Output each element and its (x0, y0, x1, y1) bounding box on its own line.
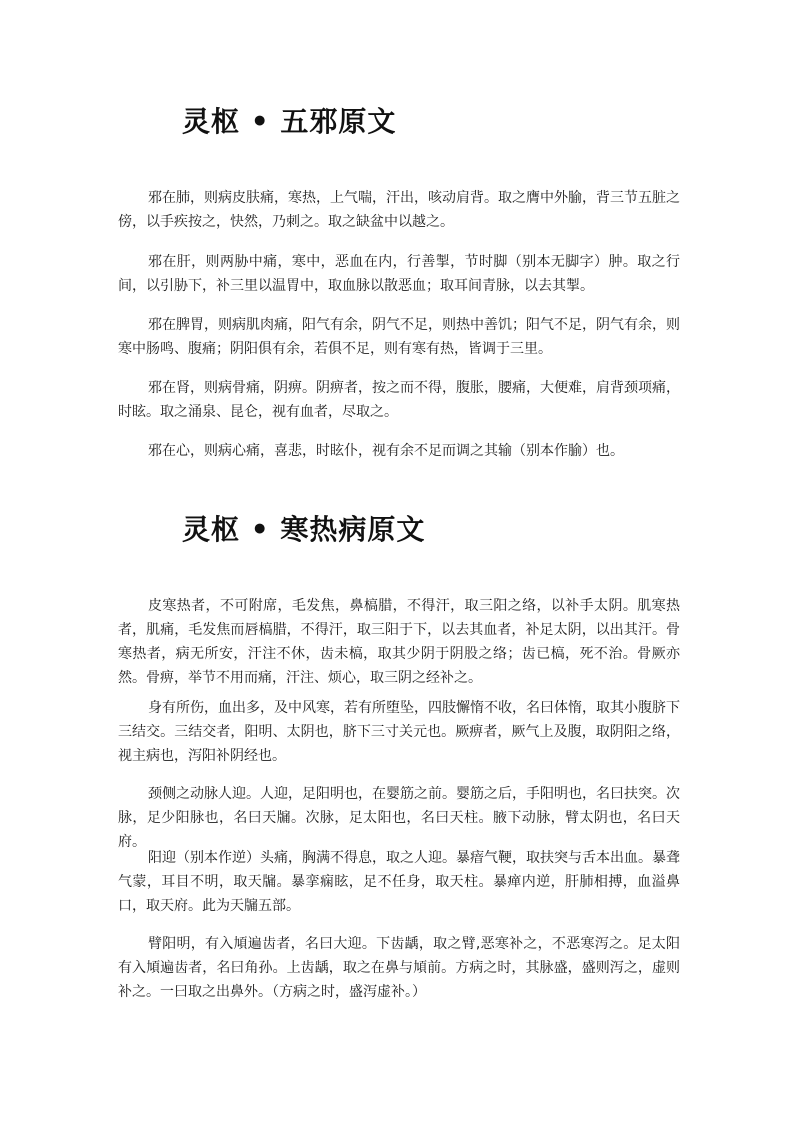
paragraph-heart: 邪在心，则病心痛，喜悲，时眩仆，视有余不足而调之其输（别本作腧）也。 (148, 443, 624, 459)
paragraph-neck-pulse: 颈侧之动脉人迎。人迎，足阳明也，在婴筋之前。婴筋之后，手阳明也，名曰扶突。次脉，足少阳脉也，名曰天牖。次脉，足太阳也，名曰天柱。腋下动脉，臂太阴也，名曰天府。 (118, 786, 680, 850)
section-title-hanrebing: 灵枢 • 寒热病原文 (182, 513, 426, 546)
paragraph-yang-headache: 阳迎（别本作逆）头痛，胸满不得息，取之人迎。暴瘖气鞕，取扶突与舌本出血。暴聋气蒙，耳目不明，取天牖。暴挛痫眩，足不任身，取天柱。暴瘅内逆，肝肺相搏，血溢鼻口，取天府。此为天牖五部。 (118, 850, 680, 914)
paragraph-arm-yangming: 臂阳明，有入頄遍齿者，名曰大迎。下齿龋，取之臂,恶寒补之，不恶寒泻之。足太阳有入頄遍齿者，名曰角孙。上齿龋，取之在鼻与頄前。方病之时，其脉盛，盛则泻之，虚则补之。一曰取之出鼻外。（方病之时，盛泻虚补。） (118, 936, 680, 1000)
paragraph-kidney: 邪在肾，则病骨痛，阴痹。阴痹者，按之而不得，腹胀，腰痛，大便难，肩背颈项痛，时眩。取之涌泉、昆仑，视有血者，尽取之。 (118, 380, 680, 420)
paragraph-spleen-stomach: 邪在脾胃，则病肌肉痛，阳气有余，阴气不足，则热中善饥；阳气不足，阴气有余，则寒中肠鸣、腹痛；阴阳俱有余，若俱不足，则有寒有热，皆调于三里。 (118, 317, 680, 357)
paragraph-lung: 邪在肺，则病皮肤痛，寒热，上气喘，汗出，咳动肩背。取之膺中外腧，背三节五脏之傍，以手疾按之，快然，乃刺之。取之缺盆中以越之。 (118, 190, 680, 230)
paragraph-body-injury: 身有所伤，血出多，及中风寒，若有所堕坠，四肢懈惰不收，名曰体惰，取其小腹脐下三结交。三结交者，阳明、太阴也，脐下三寸关元也。厥痹者，厥气上及腹，取阴阳之络，视主病也，泻阳补阴经也。 (118, 700, 680, 764)
paragraph-skin-cold-heat: 皮寒热者，不可附席，毛发焦，鼻槁腊，不得汗，取三阳之络，以补手太阴。肌寒热者，肌痛，毛发焦而唇槁腊，不得汗，取三阳于下，以去其血者，补足太阴，以出其汗。骨寒热者，病无所安，汗注不休，齿未槁，取其少阴于阴股之络；齿已槁，死不治。骨厥亦然。骨痹，举节不用而痛，汗注、烦心，取三阴之经补之。 (118, 598, 680, 686)
paragraph-liver: 邪在肝，则两胁中痛，寒中，恶血在内，行善掣，节时脚（别本无脚字）肿。取之行间，以引胁下，补三里以温胃中，取血脉以散恶血；取耳间青脉，以去其掣。 (118, 254, 680, 294)
section-title-wuxie: 灵枢 • 五邪原文 (182, 105, 397, 138)
